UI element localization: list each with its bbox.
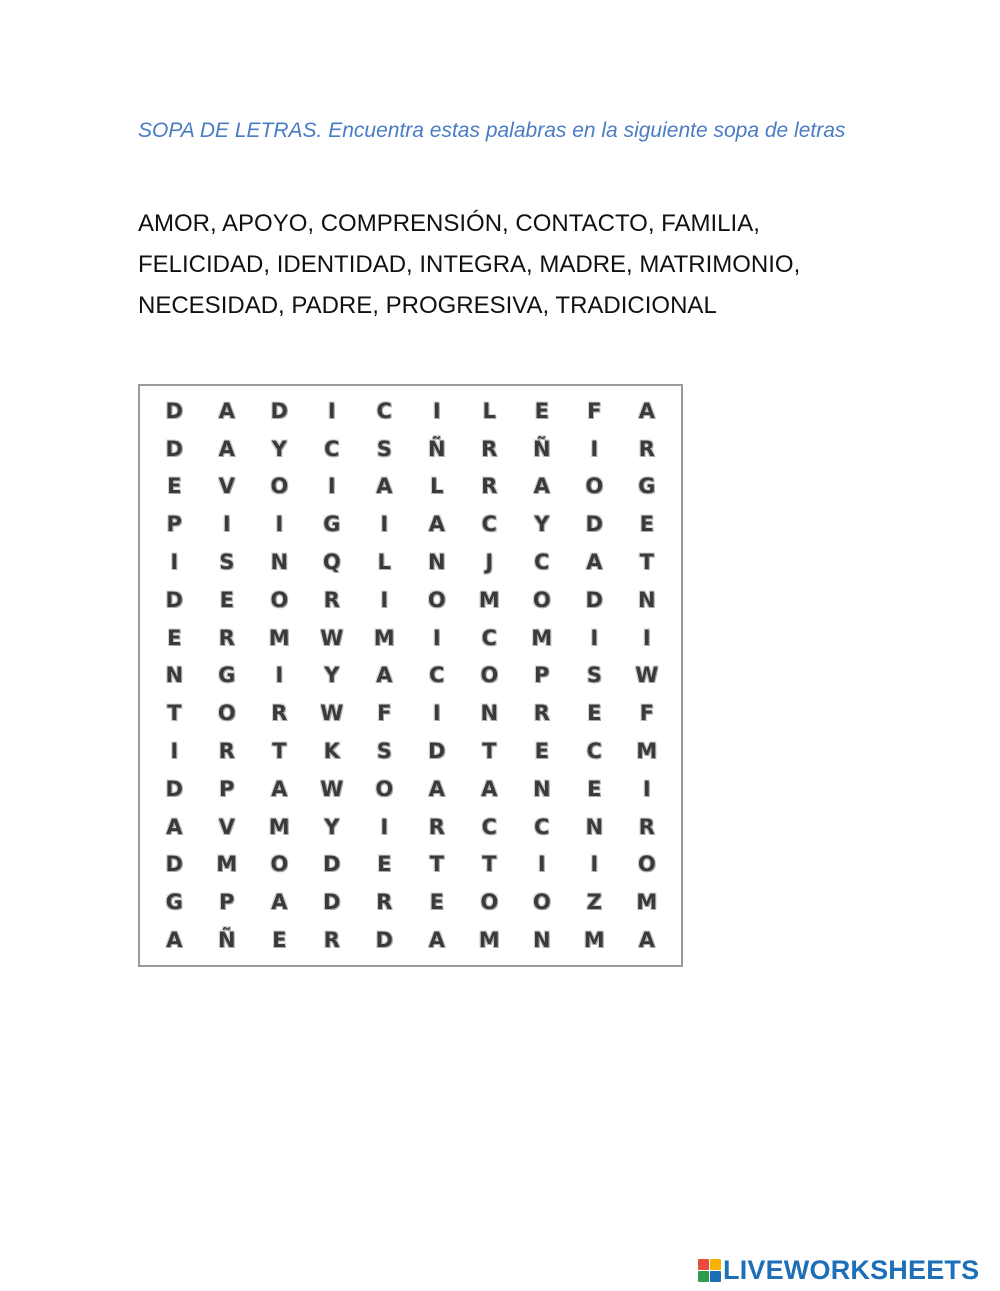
grid-letter[interactable]: O — [480, 663, 499, 688]
grid-letter[interactable]: D — [165, 587, 183, 612]
grid-letter[interactable]: A — [481, 776, 498, 801]
grid-letter[interactable]: E — [587, 701, 602, 726]
grid-letter[interactable]: O — [532, 890, 551, 915]
grid-letter[interactable]: E — [534, 739, 549, 764]
grid-letter[interactable]: F — [377, 701, 392, 726]
grid-letter[interactable]: O — [270, 852, 289, 877]
grid-letter[interactable]: A — [638, 398, 655, 423]
grid-letter[interactable]: C — [534, 814, 550, 839]
grid-letter[interactable]: Y — [324, 814, 340, 839]
grid-letter[interactable]: A — [376, 663, 393, 688]
grid-letter[interactable]: P — [534, 663, 550, 688]
grid-letter[interactable]: N — [165, 663, 184, 688]
grid-letter[interactable]: C — [586, 739, 602, 764]
grid-letter[interactable]: I — [275, 512, 284, 537]
grid-letter[interactable]: C — [481, 512, 497, 537]
grid-letter[interactable]: R — [271, 701, 288, 726]
grid-letter[interactable]: A — [638, 928, 655, 953]
grid-letter[interactable]: I — [590, 852, 599, 877]
grid-letter[interactable]: I — [170, 739, 179, 764]
grid-letter[interactable]: R — [376, 890, 393, 915]
grid-letter[interactable]: T — [639, 550, 654, 575]
grid-letter[interactable]: M — [478, 928, 500, 953]
grid-letter[interactable]: A — [166, 928, 183, 953]
logo-square — [698, 1259, 709, 1270]
grid-letter[interactable]: G — [165, 890, 183, 915]
grid-letter[interactable]: Y — [324, 663, 340, 688]
grid-letter[interactable]: E — [167, 474, 182, 499]
grid-letter[interactable]: M — [636, 739, 658, 764]
liveworksheets-logo — [698, 1254, 979, 1286]
grid-letter[interactable]: N — [270, 550, 289, 575]
grid-letter[interactable]: E — [272, 928, 287, 953]
grid-letter[interactable]: A — [428, 928, 445, 953]
grid-letter[interactable]: T — [482, 852, 497, 877]
grid-letter[interactable]: V — [218, 814, 235, 839]
grid-letter[interactable]: O — [585, 474, 604, 499]
grid-letter[interactable]: O — [270, 587, 289, 612]
grid-letter[interactable]: I — [642, 776, 651, 801]
grid-letter[interactable]: E — [377, 852, 392, 877]
grid-letter[interactable]: I — [380, 587, 389, 612]
grid-letter[interactable]: C — [324, 436, 340, 461]
grid-letter[interactable]: L — [430, 474, 444, 499]
grid-letter[interactable]: E — [167, 625, 182, 650]
grid-letter[interactable]: A — [428, 512, 445, 537]
grid-letter[interactable]: A — [271, 776, 288, 801]
grid-letter[interactable]: M — [268, 814, 290, 839]
grid-letter[interactable]: S — [376, 436, 392, 461]
grid-letter[interactable]: P — [219, 890, 235, 915]
grid-letter[interactable]: P — [166, 512, 182, 537]
grid-letter[interactable]: M — [531, 625, 553, 650]
logo-text: LIVEWORKSHEETS — [723, 1254, 980, 1285]
grid-letter[interactable]: N — [532, 928, 551, 953]
grid-letter[interactable]: Y — [534, 512, 550, 537]
grid-letter[interactable]: N — [637, 587, 656, 612]
grid-letter[interactable]: O — [637, 852, 656, 877]
logo-square — [710, 1259, 721, 1270]
grid-letter[interactable]: E — [219, 587, 234, 612]
grid-letter[interactable]: A — [533, 474, 550, 499]
grid-letter[interactable]: D — [270, 398, 288, 423]
grid-letter[interactable]: Ñ — [427, 436, 446, 461]
grid-letter[interactable]: I — [432, 701, 441, 726]
grid-letter[interactable]: S — [586, 663, 602, 688]
grid-letter[interactable]: T — [272, 739, 287, 764]
grid-letter[interactable]: W — [320, 701, 344, 726]
grid-letter[interactable]: W — [320, 625, 344, 650]
grid-letter[interactable]: I — [380, 512, 389, 537]
grid-letter[interactable]: E — [587, 776, 602, 801]
grid-letter[interactable]: A — [428, 776, 445, 801]
word-search-grid — [138, 384, 683, 967]
grid-letter[interactable]: R — [323, 587, 340, 612]
logo-square — [710, 1271, 721, 1282]
grid-letter[interactable]: W — [320, 776, 344, 801]
logo-square — [698, 1271, 709, 1282]
grid-letter[interactable]: R — [481, 436, 498, 461]
grid-letter[interactable]: O — [427, 587, 446, 612]
grid-letter[interactable]: R — [218, 739, 235, 764]
grid-letter[interactable]: A — [218, 398, 235, 423]
grid-letter[interactable]: I — [642, 625, 651, 650]
grid-letter[interactable]: L — [482, 398, 496, 423]
grid-letter[interactable]: C — [481, 625, 497, 650]
letter-grid — [148, 392, 673, 959]
grid-letter[interactable]: S — [376, 739, 392, 764]
grid-letter[interactable]: I — [432, 625, 441, 650]
grid-letter[interactable]: O — [480, 890, 499, 915]
grid-letter[interactable]: R — [323, 928, 340, 953]
grid-letter[interactable]: D — [323, 852, 341, 877]
grid-letter[interactable]: M — [583, 928, 605, 953]
grid-letter[interactable]: J — [485, 550, 494, 575]
grid-letter[interactable]: I — [380, 814, 389, 839]
grid-letter[interactable]: R — [638, 814, 655, 839]
grid-letter[interactable]: N — [532, 776, 551, 801]
grid-letter[interactable]: N — [585, 814, 604, 839]
grid-letter[interactable]: R — [218, 625, 235, 650]
grid-letter[interactable]: O — [270, 474, 289, 499]
grid-letter[interactable]: N — [480, 701, 499, 726]
grid-letter[interactable]: T — [429, 852, 444, 877]
grid-letter[interactable]: I — [590, 625, 599, 650]
grid-letter[interactable]: O — [532, 587, 551, 612]
grid-letter[interactable]: G — [323, 512, 341, 537]
grid-letter[interactable]: Ñ — [217, 928, 236, 953]
grid-letter[interactable]: F — [587, 398, 602, 423]
word-list: AMOR, APOYO, COMPRENSIÓN, CONTACTO, FAMILIA, FELICIDAD, IDENTIDAD, INTEGRA, MADRE, MATRIMONIO, NECESIDAD, PADRE, PROGRESIVA, TRADICIONAL — [138, 210, 801, 319]
grid-letter[interactable]: I — [170, 550, 179, 575]
grid-letter[interactable]: G — [218, 663, 236, 688]
grid-letter[interactable]: A — [271, 890, 288, 915]
grid-letter[interactable]: D — [323, 890, 341, 915]
grid-letter[interactable]: I — [222, 512, 231, 537]
grid-letter[interactable]: A — [586, 550, 603, 575]
grid-letter[interactable]: I — [327, 398, 336, 423]
grid-letter[interactable]: M — [478, 587, 500, 612]
grid-letter[interactable]: D — [165, 398, 183, 423]
grid-letter[interactable]: G — [638, 474, 656, 499]
grid-letter[interactable]: I — [537, 852, 546, 877]
grid-letter[interactable]: Q — [322, 550, 341, 575]
grid-letter[interactable]: M — [216, 852, 238, 877]
grid-letter[interactable]: A — [218, 436, 235, 461]
grid-letter[interactable]: F — [639, 701, 654, 726]
grid-letter[interactable]: E — [639, 512, 654, 537]
grid-letter[interactable]: Z — [586, 890, 602, 915]
grid-letter[interactable]: Ñ — [532, 436, 551, 461]
grid-letter[interactable]: D — [585, 512, 603, 537]
grid-letter[interactable]: A — [376, 474, 393, 499]
grid-letter[interactable]: C — [481, 814, 497, 839]
grid-letter[interactable]: R — [428, 814, 445, 839]
grid-letter[interactable]: N — [427, 550, 446, 575]
grid-letter[interactable]: S — [219, 550, 235, 575]
grid-letter[interactable]: D — [585, 587, 603, 612]
grid-letter[interactable]: C — [376, 398, 392, 423]
grid-letter[interactable]: D — [428, 739, 446, 764]
grid-letter[interactable]: I — [327, 474, 336, 499]
grid-letter[interactable]: W — [635, 663, 659, 688]
grid-letter[interactable]: R — [638, 436, 655, 461]
grid-letter[interactable]: A — [166, 814, 183, 839]
grid-letter[interactable]: O — [217, 701, 236, 726]
logo-mark-icon — [698, 1259, 721, 1282]
grid-letter[interactable]: M — [268, 625, 290, 650]
grid-letter[interactable]: D — [165, 776, 183, 801]
grid-letter[interactable]: M — [636, 890, 658, 915]
grid-letter[interactable]: P — [219, 776, 235, 801]
grid-letter[interactable]: V — [218, 474, 235, 499]
grid-letter[interactable]: E — [429, 890, 444, 915]
grid-letter[interactable]: C — [429, 663, 445, 688]
grid-letter[interactable]: D — [165, 852, 183, 877]
grid-letter[interactable]: M — [373, 625, 395, 650]
grid-letter[interactable]: O — [375, 776, 394, 801]
grid-letter[interactable]: D — [375, 928, 393, 953]
grid-letter[interactable]: R — [481, 474, 498, 499]
grid-letter[interactable]: L — [377, 550, 391, 575]
grid-letter[interactable]: T — [167, 701, 182, 726]
grid-letter[interactable]: C — [534, 550, 550, 575]
grid-letter[interactable]: T — [482, 739, 497, 764]
grid-letter[interactable]: D — [165, 436, 183, 461]
grid-letter[interactable]: K — [323, 739, 340, 764]
instructions-heading: SOPA DE LETRAS. Encuentra estas palabras en la siguiente sopa de letras — [138, 119, 846, 142]
grid-letter[interactable]: I — [275, 663, 284, 688]
grid-letter[interactable]: Y — [271, 436, 287, 461]
grid-letter[interactable]: E — [534, 398, 549, 423]
grid-letter[interactable]: I — [590, 436, 599, 461]
grid-letter[interactable]: R — [533, 701, 550, 726]
grid-letter[interactable]: I — [432, 398, 441, 423]
